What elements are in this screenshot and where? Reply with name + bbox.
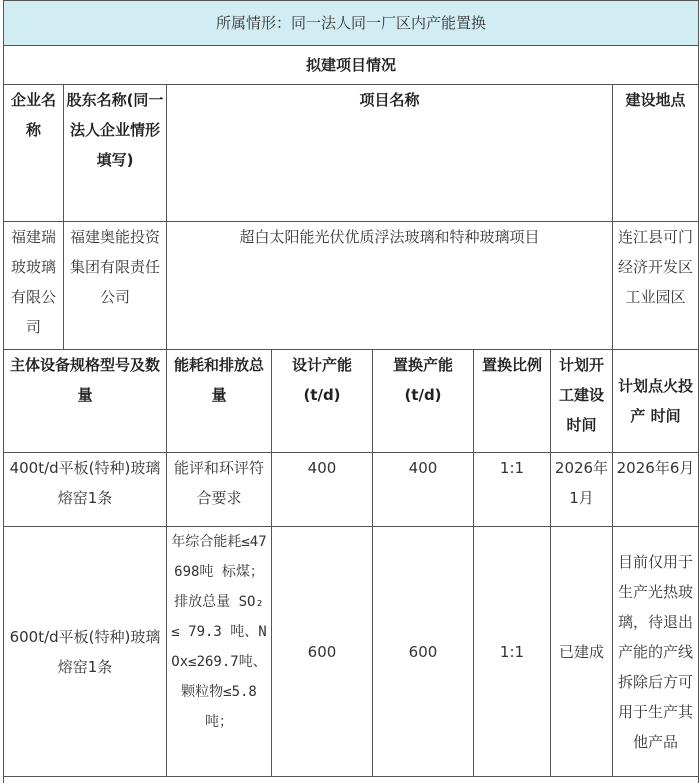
cell-design: 600 [272,527,373,777]
cell-start: 已建成 [551,527,613,777]
header-replace-capacity [373,350,474,453]
header-start-time: 计划开工建设 时间 [551,350,613,453]
header-shareholder [64,85,167,222]
equip-row-2 [4,527,699,777]
banner-row [4,1,699,46]
capacity-replacement-table [3,0,699,783]
equip-row-1 [4,453,699,527]
cell-equipment: 400t/d平板(特种)玻璃熔窑1条 [4,453,167,527]
header-row-2 [4,350,699,453]
cell-start: 2026年1月 [551,453,613,527]
section-row [4,46,699,85]
cell-fire: 2026年6月 [613,453,699,527]
header-equipment: 主体设备规格型号及数量 [4,350,167,453]
cell-design: 400 [272,453,373,527]
cell-shareholder: 福建奥能投资集团有限责任公司 [64,222,167,350]
cell-location: 连江县可门经济开发区工业园区 [613,222,699,350]
header-design-line1: 设计产能 [291,356,352,374]
header-location: 建设地点 [613,85,699,222]
cell-ratio: 1:1 [474,453,551,527]
cell-replace: 400 [373,453,474,527]
cell-ratio: 1:1 [474,527,551,777]
header-replace-line1: 置换产能 [392,356,453,374]
header-ratio: 置换比例 [474,350,551,453]
cell-equipment: 600t/d平板(特种)玻璃熔窑1条 [4,527,167,777]
project-row [4,222,699,350]
section-title: 拟建项目情况 [4,46,699,85]
table-bottom-edge [4,777,699,784]
header-row-1 [4,85,699,222]
header-shareholder-line1: 股东名称(同一法人企业情形 [66,91,164,139]
case-banner: 所属情形：同一法人同一厂区内产能置换 [4,1,699,46]
header-energy: 能耗和排放总量 [167,350,272,453]
cell-fire: 目前仅用于生产光热玻璃，待退出产能的产线拆除后方可用于生产其他产品 [613,527,699,777]
header-company: 企业名称 [4,85,64,222]
cell-project: 超白太阳能光伏优质浮法玻璃和特种玻璃项目 [167,222,613,350]
table-bottom-row [4,777,699,784]
header-replace-line2: (t/d) [404,386,442,404]
header-design-capacity [272,350,373,453]
cell-energy: 能评和环评符合要求 [167,453,272,527]
cell-replace: 600 [373,527,474,777]
cell-energy: 年综合能耗≤47698吨 标煤；排放总量 SO₂ ≤ 79.3 吨、NOx≤269.7吨、颗粒物≤5.8吨； [167,527,272,777]
header-shareholder-line2: 填写) [96,151,134,169]
header-project: 项目名称 [167,85,613,222]
header-fire-time: 计划点火投产 时间 [613,350,699,453]
header-design-line2: (t/d) [303,386,341,404]
cell-company: 福建瑞玻玻璃有限公司 [4,222,64,350]
